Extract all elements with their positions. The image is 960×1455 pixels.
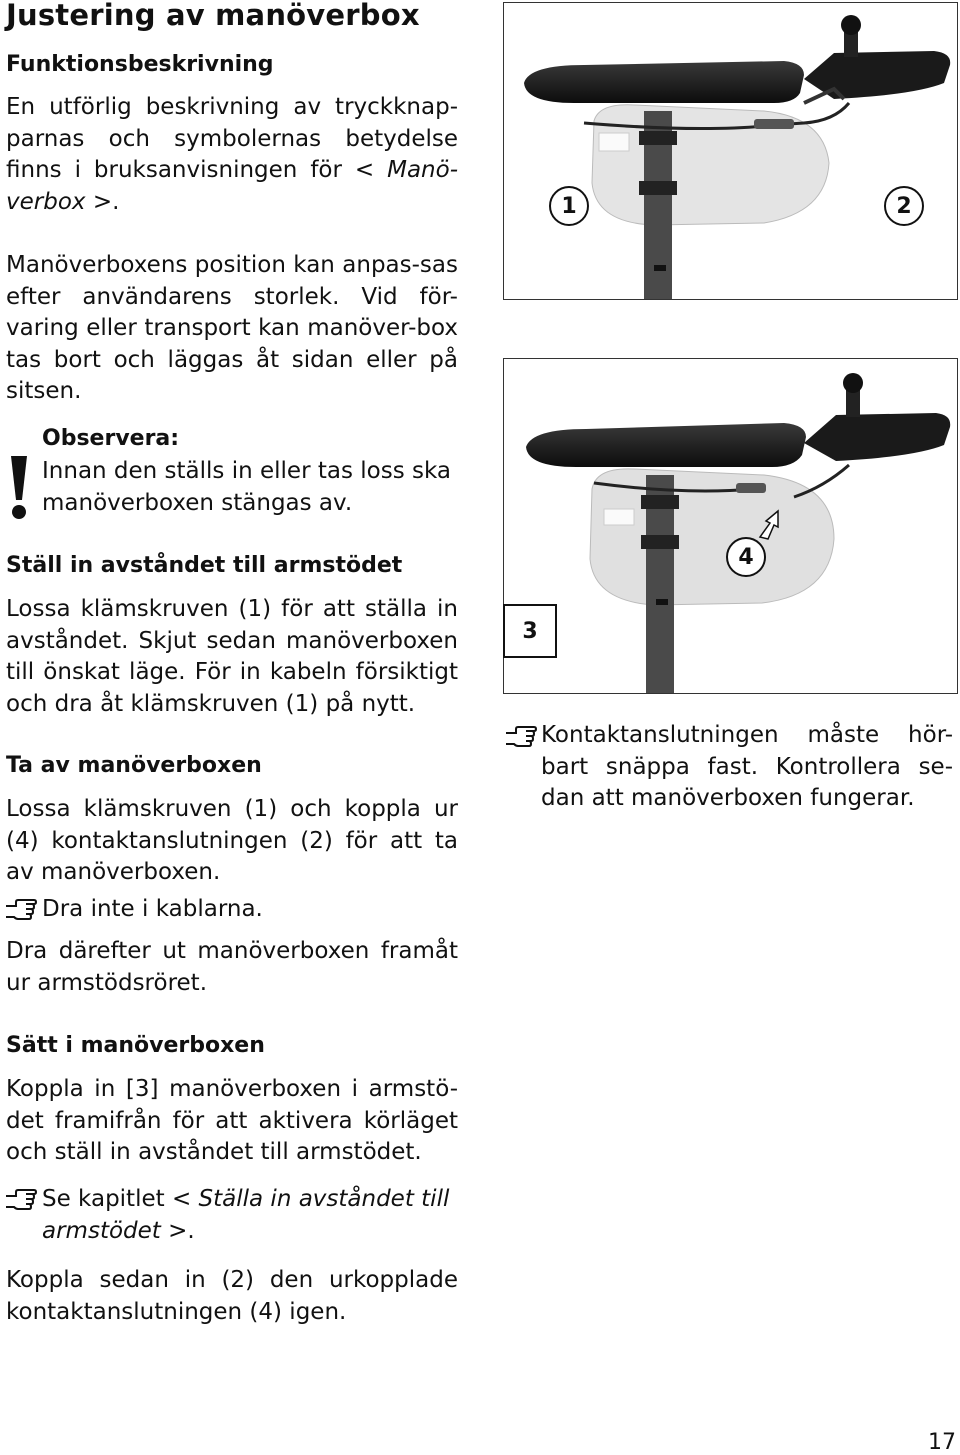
figure-1-photo — [503, 2, 958, 300]
pointing-hand-icon — [504, 725, 538, 751]
box-label-3: 3 — [503, 604, 557, 658]
distance-paragraph: Lossa klämskruven (1) för att ställa in avståndet. Skjut sedan manöverboxen till önskat läge. För in kabeln försiktigt och dra åt klämskruven (1) på nytt. — [6, 596, 458, 717]
insert-tip-text: Se kapitlet < — [42, 1186, 199, 1212]
heading-distance: Ställ in avståndet till armstödet — [6, 553, 403, 578]
function-paragraph-1 — [6, 92, 458, 218]
pointing-hand-icon — [4, 898, 38, 924]
remove-tip: Dra inte i kablarna. — [42, 896, 263, 922]
insert-tip — [42, 1184, 462, 1247]
function-paragraph-2: Manöverboxens position kan anpas-sas efter användarens storlek. Vid för-varing eller transport kan manöver-box tas bort och läggas åt sidan eller på sitsen. — [6, 252, 458, 404]
callout-1: 1 — [549, 186, 589, 226]
function-p1-end: >. — [85, 188, 120, 215]
figure-2-photo — [503, 358, 958, 694]
insert-tip-end: >. — [160, 1217, 195, 1244]
heading-remove: Ta av manöverboxen — [6, 753, 262, 778]
note-text: Innan den ställs in eller tas loss ska manöverboxen stängas av. — [42, 458, 451, 516]
page-title: Justering av manöverbox — [6, 0, 420, 32]
page-number: 17 — [928, 1430, 956, 1455]
remove-paragraph-2: Dra därefter ut manöverboxen framåt ur armstödsröret. — [6, 938, 458, 996]
heading-function: Funktionsbeskrivning — [6, 52, 274, 77]
function-p1-text: En utförlig beskrivning av tryckknap-parnas och symbolernas betydelse finns i bruksanvisningen för < — [6, 94, 458, 183]
insert-paragraph-2: Koppla sedan in (2) den urkopplade kontaktanslutningen (4) igen. — [6, 1267, 458, 1325]
right-tip-text: Kontaktanslutningen måste hör-bart snäppa fast. Kontrollera se-dan att manöverboxen fungerar. — [541, 722, 953, 811]
insert-tip-italic: Ställa in avståndet till armstödet — [42, 1186, 450, 1244]
remove-paragraph: Lossa klämskruven (1) och koppla ur (4) kontaktanslutningen (2) för att ta av manöverboxen. — [6, 796, 458, 885]
insert-paragraph: Koppla in [3] manöverboxen i armstö-det framifrån för att aktivera körläget och ställ in avståndet till armstödet. — [6, 1076, 458, 1165]
pointing-hand-icon — [4, 1188, 38, 1214]
note-label: Observera: — [42, 426, 180, 451]
heading-insert: Sätt i manöverboxen — [6, 1033, 265, 1058]
exclamation-icon — [2, 452, 36, 522]
callout-4: 4 — [726, 537, 766, 577]
function-p1-italic: Manö-verbox — [6, 157, 458, 215]
callout-2: 2 — [884, 186, 924, 226]
